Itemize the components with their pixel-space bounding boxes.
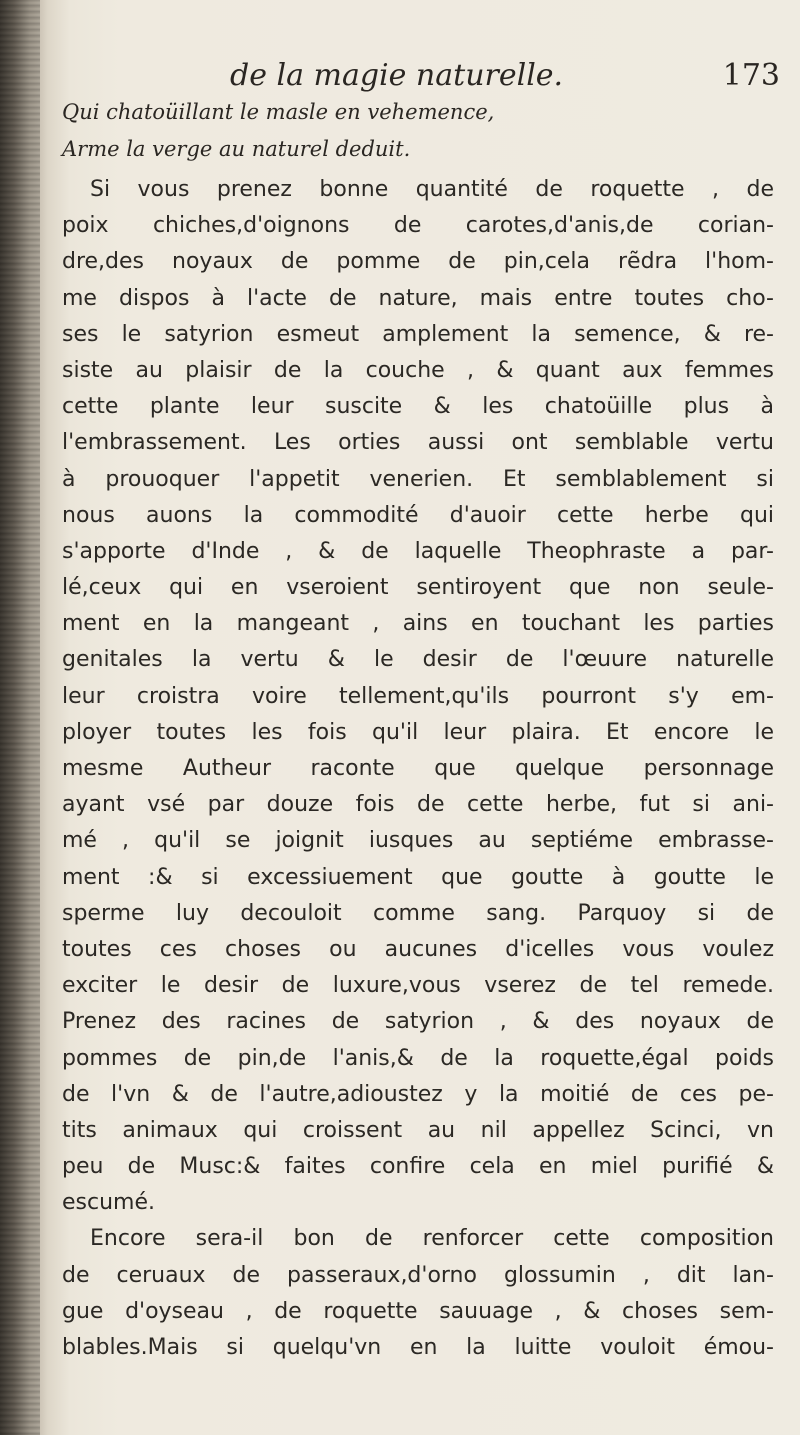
text-line: poix chiches,d'oignons de carotes,d'anis,de corian-	[62, 213, 774, 239]
text-line: de l'vn & de l'autre,adioustez y la moitié de ces pe-	[62, 1081, 774, 1107]
text-line: peu de Musc:& faites confire cela en miel purifié &	[62, 1154, 774, 1180]
text-line: l'embrassement. Les orties aussi ont semblable vertu	[62, 430, 774, 456]
text-line: ayant vsé par douze fois de cette herbe, fut si ani-	[62, 792, 774, 818]
text-line: dre,des noyaux de pomme de pin,cela rẽdra l'hom-	[62, 249, 774, 275]
page-number: 173	[722, 58, 780, 93]
text-line: de ceruaux de passeraux,d'orno glossumin , dit lan-	[62, 1262, 774, 1288]
text-line: ses le satyrion esmeut amplement la semence, & re-	[62, 321, 774, 347]
text-line: ment :& si excessiuement que goutte à goutte le	[62, 864, 774, 890]
text-line: genitales la vertu & le desir de l'œuure naturelle	[62, 647, 774, 673]
text-line: cette plante leur suscite & les chatoüille plus à	[62, 394, 774, 420]
text-line: nous auons la commodité d'auoir cette herbe qui	[62, 502, 774, 528]
text-line: s'apporte d'Inde , & de laquelle Theophraste a par-	[62, 538, 774, 564]
body-text	[62, 172, 774, 1366]
text-line: leur croistra voire tellement,qu'ils pourront s'y em-	[62, 683, 774, 709]
text-line: Prenez des racines de satyrion , & des noyaux de	[62, 1009, 774, 1035]
text-line: siste au plaisir de la couche , & quant aux femmes	[62, 357, 774, 383]
text-line: mé , qu'il se joignit iusques au septiéme embrasse-	[62, 828, 774, 854]
text-line: toutes ces choses ou aucunes d'icelles vous voulez	[62, 936, 774, 962]
text-line: tits animaux qui croissent au nil appellez Scinci, vn	[62, 1117, 774, 1143]
text-line: blables.Mais si quelqu'vn en la luitte vouloit émou-	[62, 1335, 774, 1360]
text-line: Si vous prenez bonne quantité de roquette , de	[90, 177, 774, 202]
page-header	[60, 58, 780, 98]
running-head: de la magie naturelle.	[230, 58, 564, 93]
text-line: exciter le desir de luxure,vous vserez de tel remede.	[62, 973, 774, 999]
text-line: lé,ceux qui en vseroient sentiroyent que non seule-	[62, 575, 774, 601]
text-line: me dispos à l'acte de nature, mais entre toutes cho-	[62, 285, 774, 311]
verse-line: Qui chatoüillant le masle en vehemence,	[62, 100, 495, 124]
text-line: ployer toutes les fois qu'il leur plaira. Et encore le	[62, 719, 774, 745]
text-line: Encore sera-il bon de renforcer cette composition	[90, 1226, 774, 1252]
text-line: mesme Autheur raconte que quelque personnage	[62, 756, 774, 781]
text-line: escumé.	[62, 1190, 155, 1216]
text-line: pommes de pin,de l'anis,& de la roquette,égal poids	[62, 1045, 774, 1071]
verse-line: Arme la verge au naturel deduit.	[62, 137, 411, 161]
text-line: gue d'oyseau , de roquette sauuage , & choses sem-	[62, 1298, 774, 1324]
text-line: ment en la mangeant , ains en touchant les parties	[62, 611, 774, 637]
text-line: à prouoquer l'appetit venerien. Et semblablement si	[62, 466, 774, 492]
text-line: sperme luy decouloit comme sang. Parquoy si de	[62, 900, 774, 926]
binding-gutter	[0, 0, 40, 1435]
